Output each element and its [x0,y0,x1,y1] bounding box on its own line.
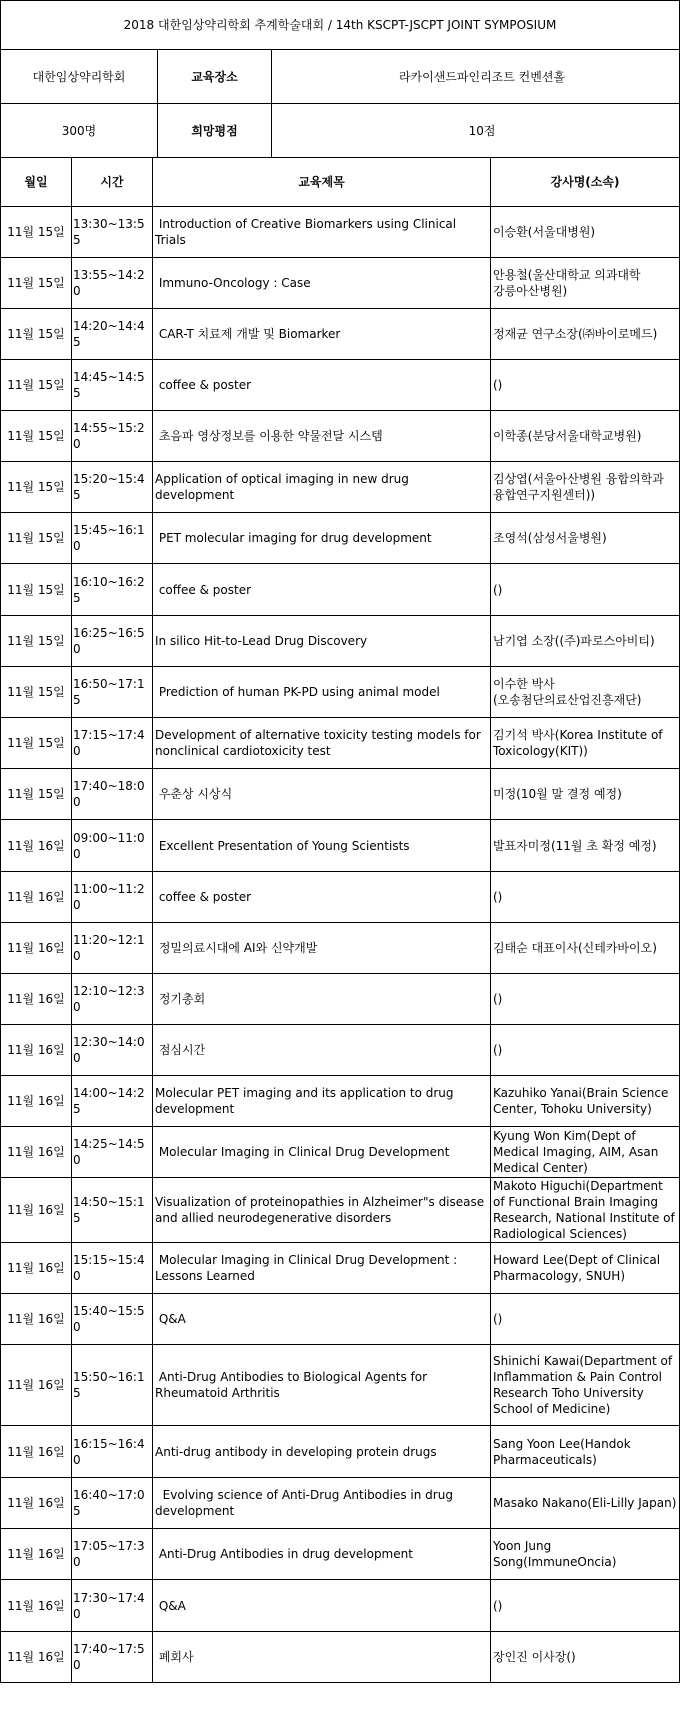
row-time: 17:40~18:00 [72,769,153,820]
row-date: 11월 16일 [1,1178,72,1243]
row-time: 16:10~16:25 [72,564,153,616]
row-speaker: () [491,974,680,1025]
row-time: 15:50~16:15 [72,1345,153,1426]
row-speaker: () [491,1025,680,1076]
row-subject: 정밀의료시대에 AI와 신약개발 [153,923,491,974]
table-row [1,309,680,360]
row-time: 15:40~15:50 [72,1294,153,1345]
row-date: 11월 15일 [1,667,72,718]
venue-row-cell [1,50,680,104]
row-speaker: 발표자미정(11월 초 확정 예정) [491,820,680,872]
table-row [1,207,680,258]
row-subject: PET molecular imaging for drug development [153,513,491,564]
venue-label: 교육장소 [158,50,272,103]
header-time: 시간 [72,158,153,207]
table-row [1,667,680,718]
row-subject: 점심시간 [153,1025,491,1076]
row-date: 11월 16일 [1,1294,72,1345]
table-row [1,872,680,923]
row-subject: Development of alternative toxicity testing models for nonclinical cardiotoxicity test [153,718,491,769]
row-time: 15:45~16:10 [72,513,153,564]
table-row [1,1426,680,1478]
row-speaker: 김기석 박사(Korea Institute of Toxicology(KIT)) [491,718,680,769]
row-time: 14:55~15:20 [72,411,153,462]
row-speaker: Howard Lee(Dept of Clinical Pharmacology, SNUH) [491,1243,680,1294]
table-row [1,1294,680,1345]
row-time: 12:30~14:00 [72,1025,153,1076]
row-date: 11월 16일 [1,1127,72,1178]
row-subject: Molecular Imaging in Clinical Drug Development : Lessons Learned [153,1243,491,1294]
organizer: 대한임상약리학회 [1,50,158,103]
table-row [1,616,680,667]
row-speaker: Shinichi Kawai(Department of Inflammation & Pain Control Research Toho University School of Medicine) [491,1345,680,1426]
row-speaker: 남기엽 소장((주)파로스아비티) [491,616,680,667]
row-speaker: Makoto Higuchi(Department of Functional Brain Imaging Research, National Institute of Radiological Sciences) [491,1178,680,1243]
row-time: 17:30~17:40 [72,1580,153,1632]
row-speaker: () [491,1294,680,1345]
row-subject: Anti-Drug Antibodies to Biological Agents for Rheumatoid Arthritis [153,1345,491,1426]
row-date: 11월 16일 [1,1426,72,1478]
row-speaker: () [491,1580,680,1632]
row-date: 11월 16일 [1,872,72,923]
row-time: 16:25~16:50 [72,616,153,667]
table-row [1,411,680,462]
table-row [1,1632,680,1683]
document-title: 2018 대한임상약리학회 추계학술대회 / 14th KSCPT-JSCPT JOINT SYMPOSIUM [1,1,680,50]
row-date: 11월 16일 [1,1580,72,1632]
row-date: 11월 15일 [1,258,72,309]
row-subject: 폐회사 [153,1632,491,1683]
row-speaker: Masako Nakano(Eli-Lilly Japan) [491,1478,680,1529]
table-row [1,513,680,564]
table-row [1,718,680,769]
score-label: 희망평점 [158,104,272,157]
row-date: 11월 16일 [1,1632,72,1683]
row-speaker: 정재균 연구소장(㈜바이로메드) [491,309,680,360]
row-subject: Q&A [153,1580,491,1632]
row-speaker: Kazuhiko Yanai(Brain Science Center, Tohoku University) [491,1076,680,1127]
row-date: 11월 15일 [1,360,72,411]
row-time: 13:55~14:20 [72,258,153,309]
row-subject: coffee & poster [153,872,491,923]
row-date: 11월 16일 [1,1243,72,1294]
row-speaker: 이수한 박사(오송첨단의료산업진흥재단) [491,667,680,718]
table-row [1,1076,680,1127]
table-row [1,1243,680,1294]
table-row [1,360,680,411]
row-time: 15:15~15:40 [72,1243,153,1294]
row-date: 11월 15일 [1,309,72,360]
row-date: 11월 15일 [1,411,72,462]
row-speaker: 조영석(삼성서울병원) [491,513,680,564]
row-subject: 초음파 영상정보를 이용한 약물전달 시스템 [153,411,491,462]
row-subject: CAR-T 치료제 개발 및 Biomarker [153,309,491,360]
row-speaker: 장인진 이사장() [491,1632,680,1683]
table-row [1,923,680,974]
table-row [1,820,680,872]
row-speaker: 미정(10월 말 결정 예정) [491,769,680,820]
row-subject: coffee & poster [153,360,491,411]
row-date: 11월 15일 [1,207,72,258]
row-time: 17:05~17:30 [72,1529,153,1580]
row-time: 14:00~14:25 [72,1076,153,1127]
row-date: 11월 16일 [1,1529,72,1580]
row-time: 14:20~14:45 [72,309,153,360]
row-speaker: Sang Yoon Lee(Handok Pharmaceuticals) [491,1426,680,1478]
row-speaker: () [491,564,680,616]
row-speaker: Kyung Won Kim(Dept of Medical Imaging, AIM, Asan Medical Center) [491,1127,680,1178]
row-date: 11월 15일 [1,564,72,616]
row-subject: coffee & poster [153,564,491,616]
row-time: 13:30~13:55 [72,207,153,258]
table-row [1,1178,680,1243]
title-row [1,1,680,50]
header-speaker: 강사명(소속) [491,158,680,207]
capacity-row [1,104,680,158]
row-time: 14:45~14:55 [72,360,153,411]
row-subject: Application of optical imaging in new drug development [153,462,491,513]
row-subject: Immuno-Oncology : Case [153,258,491,309]
table-row [1,769,680,820]
capacity-row-grid [1,104,680,157]
row-subject: 우춘상 시상식 [153,769,491,820]
table-row [1,258,680,309]
row-speaker: 이학종(분당서울대학교병원) [491,411,680,462]
row-subject: Evolving science of Anti-Drug Antibodies in drug development [153,1478,491,1529]
header-subject: 교육제목 [153,158,491,207]
row-date: 11월 15일 [1,462,72,513]
row-date: 11월 16일 [1,1478,72,1529]
row-time: 12:10~12:30 [72,974,153,1025]
row-date: 11월 16일 [1,1345,72,1426]
table-row [1,1529,680,1580]
table-row [1,1580,680,1632]
table-row [1,1025,680,1076]
row-speaker: () [491,872,680,923]
row-time: 11:20~12:10 [72,923,153,974]
score-value: 10점 [272,104,680,157]
row-subject: Introduction of Creative Biomarkers using Clinical Trials [153,207,491,258]
row-subject: Molecular PET imaging and its application to drug development [153,1076,491,1127]
row-speaker: 김태순 대표이사(신테카바이오) [491,923,680,974]
row-time: 17:40~17:50 [72,1632,153,1683]
table-row [1,1345,680,1426]
row-subject: In silico Hit-to-Lead Drug Discovery [153,616,491,667]
venue-value: 라카이샌드파인리조트 컨벤션홀 [272,50,680,103]
row-subject: Q&A [153,1294,491,1345]
row-speaker: 김상엽(서울아산병원 융합의학과 융합연구지원센터)) [491,462,680,513]
row-date: 11월 16일 [1,923,72,974]
row-subject: Excellent Presentation of Young Scientists [153,820,491,872]
row-date: 11월 16일 [1,1076,72,1127]
row-subject: Visualization of proteinopathies in Alzheimer"s disease and allied neurodegenerative disorders [153,1178,491,1243]
row-date: 11월 15일 [1,769,72,820]
table-row [1,974,680,1025]
row-speaker: 안용철(울산대학교 의과대학 강릉아산병원) [491,258,680,309]
row-time: 11:00~11:20 [72,872,153,923]
table-row [1,462,680,513]
table-row [1,564,680,616]
capacity: 300명 [1,104,158,157]
row-time: 14:50~15:15 [72,1178,153,1243]
header-date: 월일 [1,158,72,207]
row-speaker: Yoon Jung Song(ImmuneOncia) [491,1529,680,1580]
venue-row-grid [1,50,680,103]
row-time: 15:20~15:45 [72,462,153,513]
row-speaker: () [491,360,680,411]
row-time: 09:00~11:00 [72,820,153,872]
table-row [1,1478,680,1529]
row-time: 16:40~17:05 [72,1478,153,1529]
header-row [1,158,680,207]
row-date: 11월 16일 [1,974,72,1025]
row-date: 11월 16일 [1,820,72,872]
row-date: 11월 15일 [1,718,72,769]
row-subject: Anti-Drug Antibodies in drug development [153,1529,491,1580]
row-time: 17:15~17:40 [72,718,153,769]
capacity-row-cell [1,104,680,158]
row-subject: Anti-drug antibody in developing protein drugs [153,1426,491,1478]
venue-row [1,50,680,104]
row-subject: Molecular Imaging in Clinical Drug Development [153,1127,491,1178]
row-time: 16:15~16:40 [72,1426,153,1478]
row-speaker: 이승환(서울대병원) [491,207,680,258]
row-date: 11월 15일 [1,616,72,667]
row-subject: 정기총회 [153,974,491,1025]
table-row [1,1127,680,1178]
row-date: 11월 15일 [1,513,72,564]
row-date: 11월 16일 [1,1025,72,1076]
row-time: 16:50~17:15 [72,667,153,718]
row-time: 14:25~14:50 [72,1127,153,1178]
row-subject: Prediction of human PK-PD using animal model [153,667,491,718]
